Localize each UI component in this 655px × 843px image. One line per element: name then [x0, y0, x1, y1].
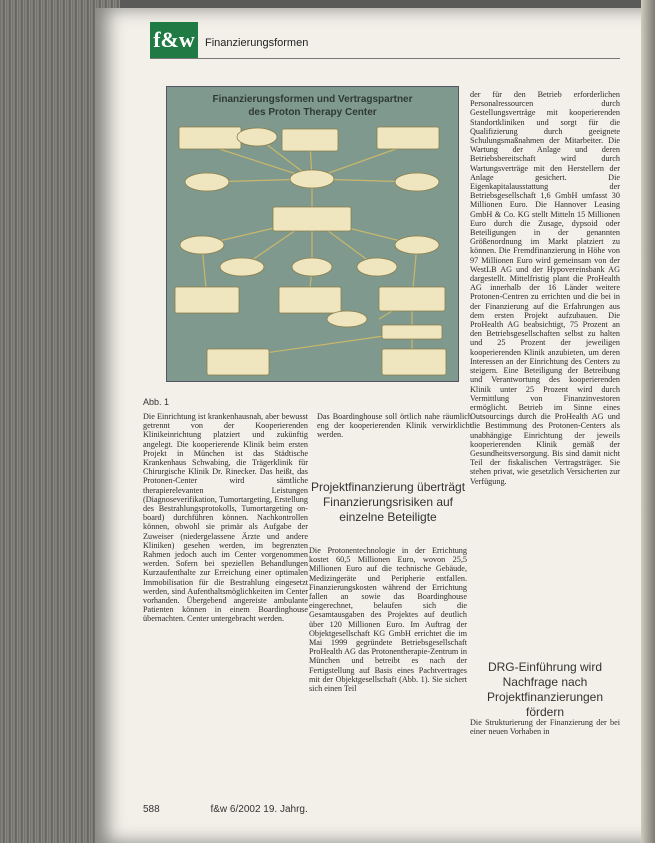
- paragraph: Das Boardinghouse soll örtlich nahe räumlich eng der kooperierenden Klinik verwirklicht werden.: [317, 412, 472, 440]
- paragraph: Die Strukturierung der Finanzierung der bei einer neuen Vorhaben in: [470, 718, 620, 737]
- diagram-title-line2: des Proton Therapy Center: [248, 107, 377, 118]
- body-column-3-bottom: [470, 718, 620, 736]
- header-rule: [150, 58, 620, 59]
- journal-logo: f&w: [150, 22, 198, 58]
- diagram-title-line1: Finanzierungsformen und Vertragspartner: [212, 94, 413, 105]
- figure-caption: Abb. 1: [143, 397, 170, 407]
- diagram-title: [167, 93, 458, 119]
- page-number: 588: [143, 804, 160, 815]
- issue-info: f&w 6/2002 19. Jahrg.: [210, 804, 308, 815]
- paragraph: Die Einrichtung ist krankenhausnah, aber bewusst getrennt von der Kooperierenden Klinikeinrichtung platziert und zukünftig angelegt. Die kooperierende Klinik beim ersten Projekt in München ist das Städtische Krankenhaus Schwabing, die Trägerklinik für Chirurgische Klinik Dr. Rinecker. Das heißt, das Protonen-Center wird sämtliche therapierelevanten Leistungen (Diagnoseverifikation, Tumortargeting, Erstellung des Bestrahlungsprotokolls, Tumortargeting on-board) durchführen können. Nachkontrollen können, obwohl sie primär als Aufgabe der Zuweiser (niedergelassene Ärzte und andere Kliniken) gesehen werden, im begrenzten Rahmen jedoch auch im Center vorgenommen werden. Sofern bei speziellen Behandlungen Kurzaufenthalte zur Erreichung einer optimalen Immobilisation für die Bestrahlung eingesetzt werden, sind Aufenthaltsmöglichkeiten im Center vorhanden. Übergebend angereiste ambulante Patienten können in einem Boardinghouse übernachten. Center untergebracht werden.: [143, 412, 308, 624]
- paragraph: der für den Betrieb erforderlichen Personalressourcen durch Gestellungsverträge mit kooperierenden Standortkliniken und sorgt für die Qualifizierung durch geeignete Schulungsmaßnahmen der Mitarbeiter. Die Wartung der Anlage und deren Betriebsbereitschaft wird durch Wartungsverträge mit den Herstellern der Anlage gesichert. Die Eigenkapitalausstattung der Betriebsgesellschaft 1,6 GmbH umfasst 30 Millionen Euro. Die Hannover Leasing GmbH & Co. KG stellt Mitteln 15 Millionen Euro durch die Zusage, dypsoid oder Beteiligungen in der genannten Größenordnung im Markt platziert zu können. Die Fremdfinanzierung in Höhe von 97 Millionen Euro wird gemeinsam von der WestLB AG und der Hypovereinsbank AG dargestellt. Mittelfristig plant die ProHealth AG innerhalb der 16 Länder weitere Protonen-Centren zu errichten und die bei in der Finanzierung auf die Erfahrungen aus dem ersten Projekt aufzubauen. Die ProHealth AG beabsichtigt, 75 Prozent an den Betriebsgesellschaften selbst zu halten und 25 Prozent der jeweiligen kooperierenden Klinik anzubieten, um deren Interessen an der Einrichtung des Centers zu steigern. Eine Beteiligung der Betreibung und Verantwortung des kooperierenden Klinik unter 25 Prozent wird durch Vermittlung von Finanzinvestoren ermöglicht. Betrieb im Sinne eines Outsourcings durch die ProHealth AG und die Bestimmung des Protonen-Centers als unabhängige Einrichtung der jeweils kooperierenden Klinik gemäß der Gesundheitsversorgung. Bis sind damit nicht Teil der fiskalischen Vertragsträger. Sie stehen privat, wie gesetzlich Versicherten zur Verfügung.: [470, 90, 620, 486]
- body-column-3: [470, 90, 620, 486]
- diagram-figure: [166, 86, 459, 382]
- page-footer: [143, 804, 308, 815]
- body-column-2-top: [317, 412, 472, 440]
- body-column-2: [309, 546, 467, 693]
- page-edge-right: [641, 0, 655, 843]
- paragraph: Die Protonentechnologie in der Errichtung kostet 60,5 Millionen Euro, wovon 25,5 Millionen Euro auf die technische Gebäude, Medizingeräte und Peripherie entfallen. Finanzierungskosten während der Errichtung fallen an sowie das Boardinghouse eingerechnet, belaufen sich die Gesamtausgaben des Projektes auf deutlich über 120 Millionen Euro. Im Auftrag der Objektgesellschaft KG GmbH errichtet die im Mai 1999 gegründete Betriebsgesellschaft ProHealth AG das Protonentherapie-Zentrum in München und betreibt es nach der Fertigstellung auf Basis eines Pachtvertrages mit der Objektgesellschaft (Abb. 1). Sie sichert sich einen Teil: [309, 546, 467, 694]
- subheading-project-finance: Projektfinanzierung überträgt Finanzierungsrisiken auf einzelne Beteiligte: [310, 480, 466, 524]
- running-head: Finanzierungsformen: [205, 37, 309, 49]
- diagram-svg: [167, 87, 458, 381]
- body-column-1: [143, 412, 308, 624]
- subheading-drg: DRG-Einführung wird Nachfrage nach Projektfinanzierungen fördern: [486, 660, 604, 719]
